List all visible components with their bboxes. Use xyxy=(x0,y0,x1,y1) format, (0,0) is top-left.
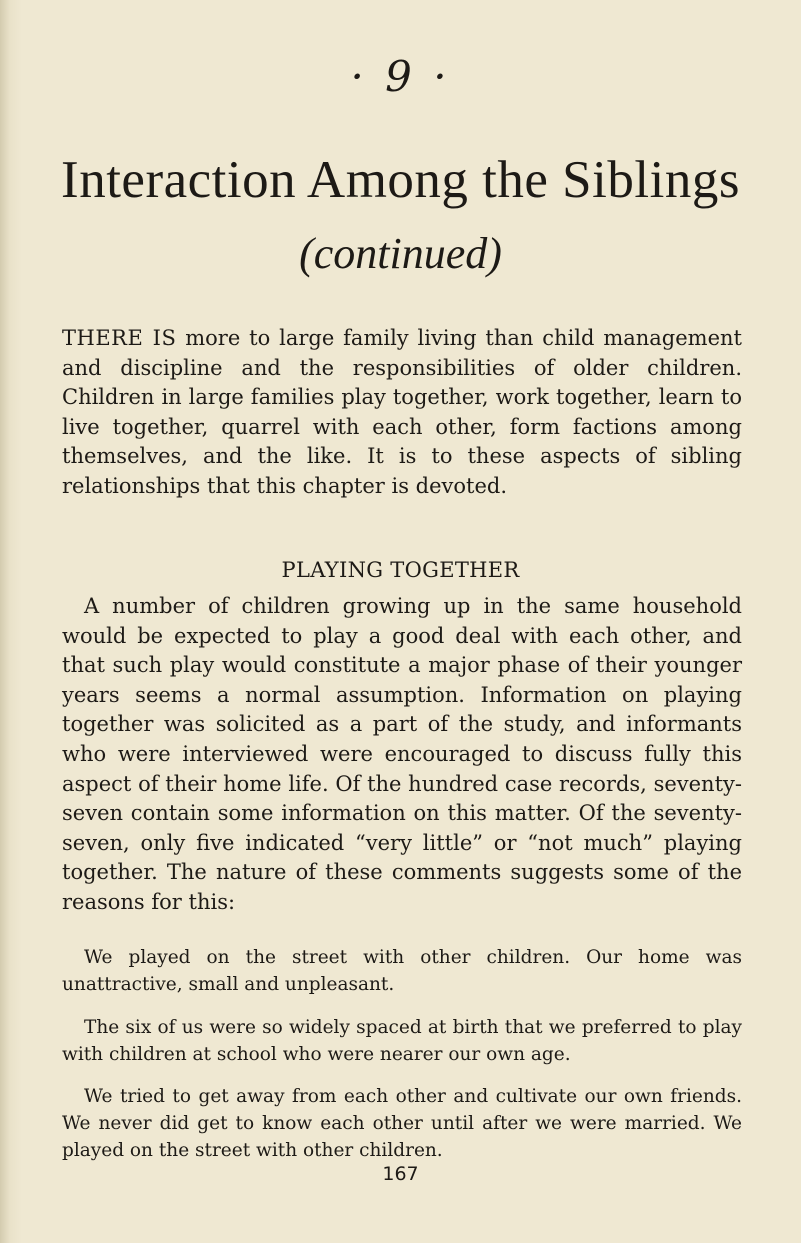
quote-block: The six of us were so widely spaced at birth that we preferred to play with children at school who were nearer our own age. xyxy=(62,1017,742,1065)
page-number: 167 xyxy=(382,1163,419,1185)
quote-block: We played on the street with other children. Our home was unattractive, small and unpleasant. xyxy=(62,947,742,995)
intro-paragraph xyxy=(62,324,742,502)
intro-lead-caps: THERE IS xyxy=(62,326,177,350)
quote-block: We tried to get away from each other and cultivate our own friends. We never did get to know each other until after we were married. We played on the street with other children. xyxy=(62,1086,742,1161)
chapter-number: · 9 · xyxy=(350,52,451,101)
intro-text: more to large family living than child management and discipline and the responsibilities of older children. Children in large families play together, work together, learn to live together, quarrel with each other, form factions among themselves, and the like. It is to these aspects of sibling relationships that this chapter is devoted. xyxy=(62,326,742,498)
section-heading: PLAYING TOGETHER xyxy=(281,558,520,582)
section-paragraph: A number of children growing up in the same household would be expected to play a good deal with each other, and that such play would constitute a major phase of their younger years seems a normal assumption. Information on playing together was solicited as a part of the study, and informants who were interviewed were encouraged to discuss fully this aspect of their home life. Of the hundred case records, seventy-seven contain some information on this matter. Of the seventy-seven, only five indicated “very little” or “not much” playing together. The nature of these comments suggests some of the reasons for this: xyxy=(62,594,742,914)
chapter-title: Interaction Among the Siblings xyxy=(61,151,740,209)
chapter-subtitle: (continued) xyxy=(299,229,502,278)
